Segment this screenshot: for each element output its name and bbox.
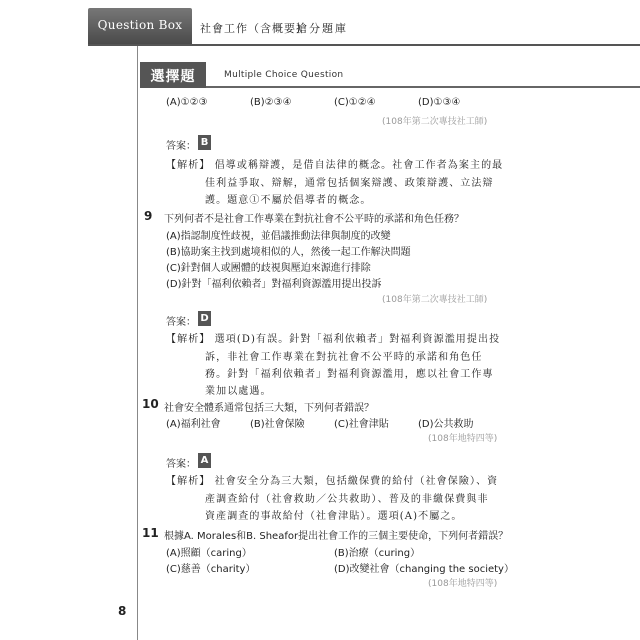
q9-answer-badge: D — [198, 311, 211, 326]
q9-stem: 下列何者不是社會工作專業在對抗社會不公平時的承諾和角色任務？ — [164, 214, 464, 225]
q11-option-b: (B)治療（curing） — [334, 548, 421, 559]
q10-explanation-line: 資產調查的事故給付（社會津貼）。選項(A)不屬之。 — [205, 511, 463, 522]
q10-source: (108年地特四等) — [428, 434, 498, 444]
section-title-box — [140, 62, 206, 88]
q8-explanation-line: 佳利益爭取、辯解，通常包括個案辯護、政策辯護、立法辯 — [205, 178, 494, 189]
q8-option-d: (D)①③④ — [418, 97, 461, 108]
q8-option-a: (A)①②③ — [166, 97, 208, 108]
q9-explanation-line: 業加以處遇。 — [205, 386, 272, 397]
q8-source: (108年第二次專技社工師) — [382, 117, 488, 127]
q10-option-c: (C)社會津貼 — [334, 419, 389, 430]
book-tab — [88, 8, 192, 44]
q8-option-c: (C)①②④ — [334, 97, 376, 108]
q8-explanation-line: 護。題意①不屬於倡導者的概念。 — [205, 195, 372, 206]
section-subtitle: Multiple Choice Question — [224, 70, 344, 80]
q10-answer-label: 答案： — [166, 459, 196, 470]
q10-explanation-line: 【解析】 社會安全分為三大類，包括繳保費的給付（社會保險）、資 — [166, 476, 499, 487]
q9-option-a: (A)指認制度性歧視，並倡議推動法律與制度的改變 — [166, 231, 391, 242]
q10-option-d: (D)公共救助 — [418, 419, 474, 430]
q9-option-b: (B)協助案主找到處境相似的人，然後一起工作解決問題 — [166, 247, 411, 258]
q10-option-a: (A)福利社會 — [166, 419, 221, 430]
q8-answer-badge: B — [198, 135, 211, 150]
page-margin-line — [137, 46, 138, 640]
q11-number: 11 — [142, 526, 159, 540]
header-subtitle: 搶分題庫 — [296, 22, 348, 35]
section-bar — [140, 62, 640, 88]
page-number: 8 — [118, 604, 127, 618]
book-tab-label: Question Box — [97, 18, 183, 32]
q8-explanation-line: 【解析】 倡導或稱辯護，是借自法律的概念。社會工作者為案主的最 — [166, 160, 504, 171]
section-title: 選擇題 — [150, 69, 196, 85]
header-rule — [88, 44, 640, 46]
q11-option-a: (A)照顧（caring） — [166, 548, 252, 559]
q9-explanation-line: 訴，非社會工作專業在對抗社會不公平時的承諾和角色任 — [205, 352, 483, 363]
q10-option-b: (B)社會保險 — [250, 419, 305, 430]
q11-option-d: (D)改變社會（changing the society） — [334, 564, 514, 575]
header-title: 社會工作（含概要） — [200, 22, 308, 35]
q9-number: 9 — [144, 209, 153, 223]
q9-answer-label: 答案： — [166, 317, 196, 328]
q8-answer-label: 答案： — [166, 141, 196, 152]
q11-option-c: (C)慈善（charity） — [166, 564, 256, 575]
q10-answer-badge: A — [198, 453, 211, 468]
q9-option-d: (D)針對「福利依賴者」對福利資源濫用提出投訴 — [166, 279, 382, 290]
q9-explanation-line: 務。針對「福利依賴者」對福利資源濫用，應以社會工作專 — [205, 369, 494, 380]
q10-stem: 社會安全體系通常包括三大類，下列何者錯誤？ — [164, 403, 374, 414]
section-rule — [206, 86, 640, 88]
q9-source: (108年第二次專技社工師) — [382, 295, 488, 305]
q9-explanation-line: 【解析】 選項(D)有誤。針對「福利依賴者」對福利資源濫用提出投 — [166, 334, 501, 345]
q10-number: 10 — [142, 397, 159, 411]
q11-stem: 根據A. Morales和B. Sheafor提出社會工作的三個主要使命，下列何者錯誤？ — [164, 531, 509, 542]
q10-explanation-line: 產調查給付（社會救助／公共救助）、普及的非繳保費與非 — [205, 494, 489, 505]
q11-source: (108年地特四等) — [428, 579, 498, 589]
q8-option-b: (B)②③④ — [250, 97, 292, 108]
page-header — [0, 0, 640, 46]
q9-option-c: (C)針對個人或團體的歧視與壓迫來源進行排除 — [166, 263, 371, 274]
